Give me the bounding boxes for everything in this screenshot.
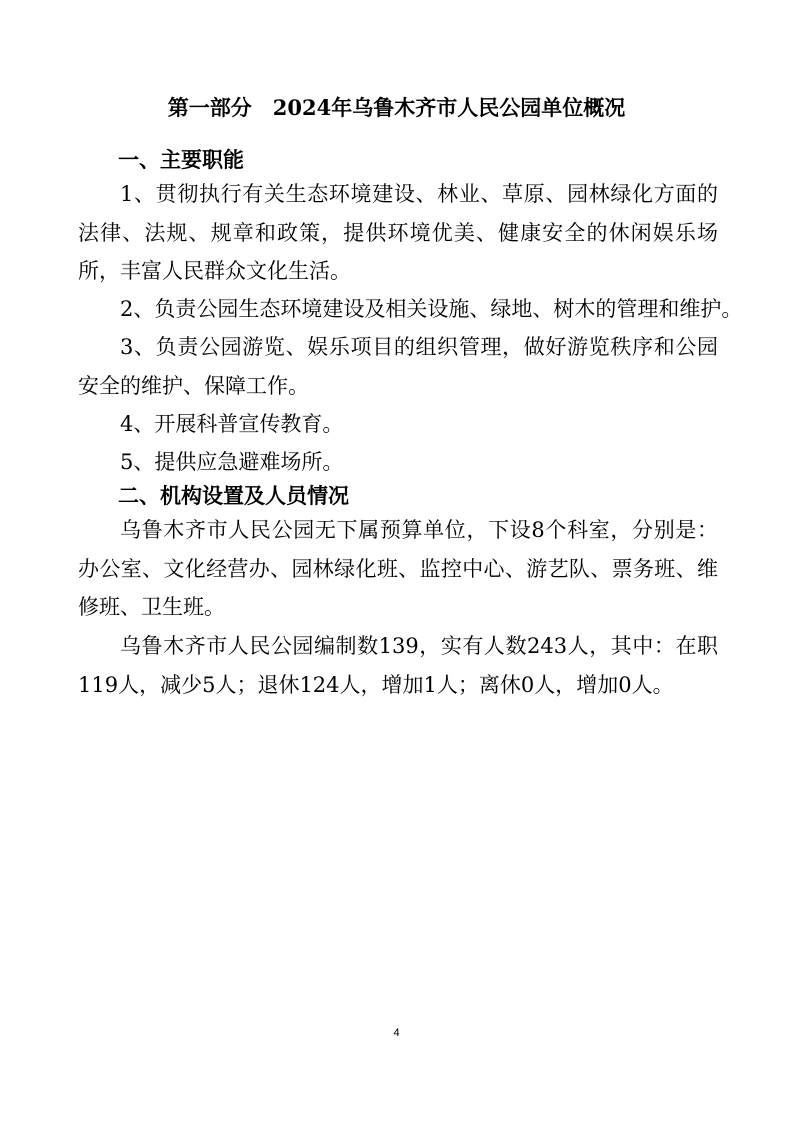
paragraph-organization: 乌鲁木齐市人民公园无下属预算单位，下设8个科室，分别是：办公室、文化经营办、园林绿化班、监控中心、游艺队、票务班、维修班、卫生班。 <box>78 518 718 619</box>
paragraph-staff: 乌鲁木齐市人民公园编制数139，实有人数243人，其中：在职119人，减少5人；退休124人，增加1人；离休0人，增加0人。 <box>78 634 718 697</box>
paragraph-function-1: 1、贯彻执行有关生态环境建设、林业、草原、园林绿化方面的法律、法规、规章和政策，提供环境优美、健康安全的休闲娱乐场所，丰富人民群众文化生活。 <box>78 182 718 283</box>
page-title: 第一部分 2024年乌鲁木齐市人民公园单位概况 <box>167 95 626 120</box>
paragraph-function-3: 3、负责公园游览、娱乐项目的组织管理，做好游览秩序和公园安全的维护、保障工作。 <box>78 335 718 398</box>
paragraph-function-5: 5、提供应急避难场所。 <box>120 450 344 474</box>
paragraph-function-4: 4、开展科普宣传教育。 <box>120 412 344 436</box>
section-heading-organization-staff: 二、机构设置及人员情况 <box>118 483 349 508</box>
page-number: 4 <box>393 1027 400 1039</box>
section-heading-main-functions: 一、主要职能 <box>118 147 244 172</box>
paragraph-function-2: 2、负责公园生态环境建设及相关设施、绿地、树木的管理和维护。 <box>120 297 743 321</box>
